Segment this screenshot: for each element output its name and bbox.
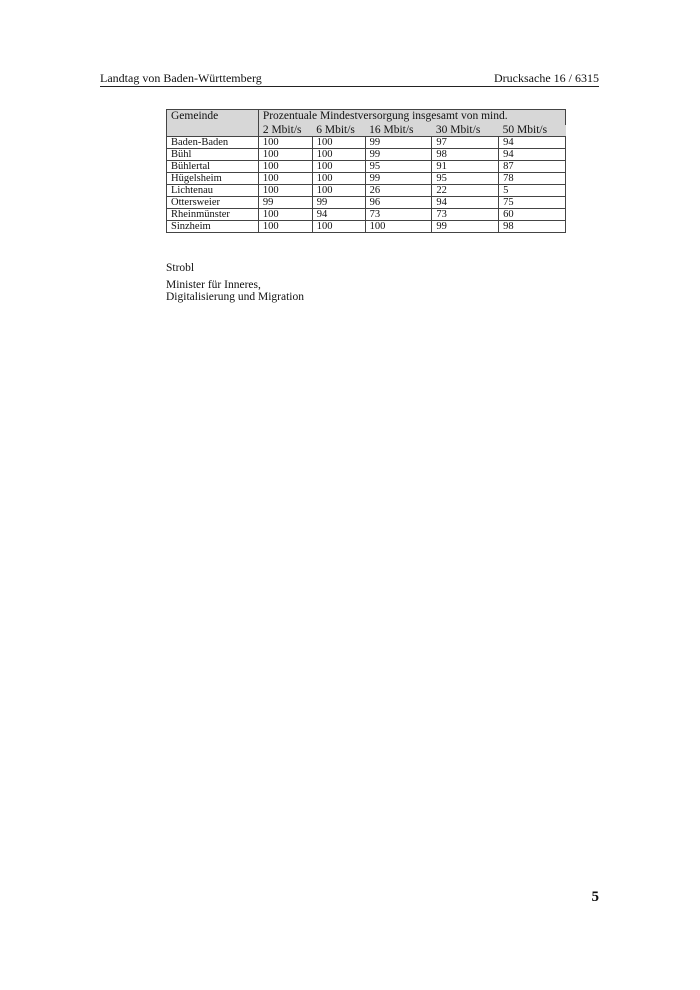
cell-gemeinde: Hügelsheim [167, 173, 259, 185]
cell-value: 100 [312, 149, 365, 161]
signature-name: Strobl [166, 262, 195, 274]
table-row [167, 185, 566, 197]
cell-value: 94 [432, 197, 499, 209]
cell-value: 100 [312, 161, 365, 173]
cell-gemeinde: Sinzheim [167, 221, 259, 233]
header-right: Drucksache 16 / 6315 [494, 71, 599, 85]
cell-value: 99 [365, 137, 432, 149]
column-header-speed: 30 Mbit/s [432, 125, 499, 137]
cell-value: 99 [365, 149, 432, 161]
table-row [167, 197, 566, 209]
column-header-speed: 50 Mbit/s [499, 125, 566, 137]
cell-value: 100 [258, 149, 312, 161]
cell-value: 100 [258, 221, 312, 233]
cell-value: 87 [499, 161, 566, 173]
column-header-speed: 16 Mbit/s [365, 125, 432, 137]
cell-value: 100 [312, 185, 365, 197]
cell-value: 26 [365, 185, 432, 197]
cell-value: 100 [258, 137, 312, 149]
cell-value: 95 [365, 161, 432, 173]
cell-value: 91 [432, 161, 499, 173]
cell-value: 94 [499, 137, 566, 149]
cell-value: 98 [432, 149, 499, 161]
table-row [167, 149, 566, 161]
cell-value: 100 [258, 161, 312, 173]
cell-value: 100 [258, 173, 312, 185]
cell-value: 99 [258, 197, 312, 209]
cell-value: 73 [365, 209, 432, 221]
cell-value: 99 [432, 221, 499, 233]
cell-value: 60 [499, 209, 566, 221]
page-number: 5 [591, 889, 599, 905]
signature-role-line-2: Digitalisierung und Migration [166, 291, 304, 303]
cell-value: 73 [432, 209, 499, 221]
cell-value: 97 [432, 137, 499, 149]
cell-value: 75 [499, 197, 566, 209]
column-header-speed: 2 Mbit/s [258, 125, 312, 137]
cell-value: 99 [312, 197, 365, 209]
cell-value: 100 [365, 221, 432, 233]
table-row [167, 221, 566, 233]
table-row [167, 137, 566, 149]
table-row [167, 161, 566, 173]
cell-value: 5 [499, 185, 566, 197]
cell-value: 100 [258, 209, 312, 221]
cell-gemeinde: Baden-Baden [167, 137, 259, 149]
cell-value: 94 [312, 209, 365, 221]
column-header-speed: 6 Mbit/s [312, 125, 365, 137]
cell-gemeinde: Bühl [167, 149, 259, 161]
cell-value: 95 [432, 173, 499, 185]
cell-gemeinde: Rheinmünster [167, 209, 259, 221]
cell-value: 99 [365, 173, 432, 185]
header-divider [100, 86, 599, 87]
cell-value: 100 [312, 137, 365, 149]
cell-gemeinde: Ottersweier [167, 197, 259, 209]
cell-gemeinde: Lichtenau [167, 185, 259, 197]
cell-value: 100 [258, 185, 312, 197]
cell-value: 78 [499, 173, 566, 185]
cell-value: 94 [499, 149, 566, 161]
table-row [167, 173, 566, 185]
column-group-header: Prozentuale Mindestversorgung insgesamt von mind. [258, 110, 565, 126]
cell-gemeinde: Bühlertal [167, 161, 259, 173]
table-row [167, 209, 566, 221]
cell-value: 22 [432, 185, 499, 197]
header-left: Landtag von Baden-Württemberg [100, 71, 262, 85]
cell-value: 100 [312, 221, 365, 233]
signature-role-line-1: Minister für Inneres, [166, 279, 261, 291]
cell-value: 98 [499, 221, 566, 233]
cell-value: 100 [312, 173, 365, 185]
data-table [166, 109, 566, 233]
column-header-gemeinde: Gemeinde [167, 110, 259, 137]
cell-value: 96 [365, 197, 432, 209]
